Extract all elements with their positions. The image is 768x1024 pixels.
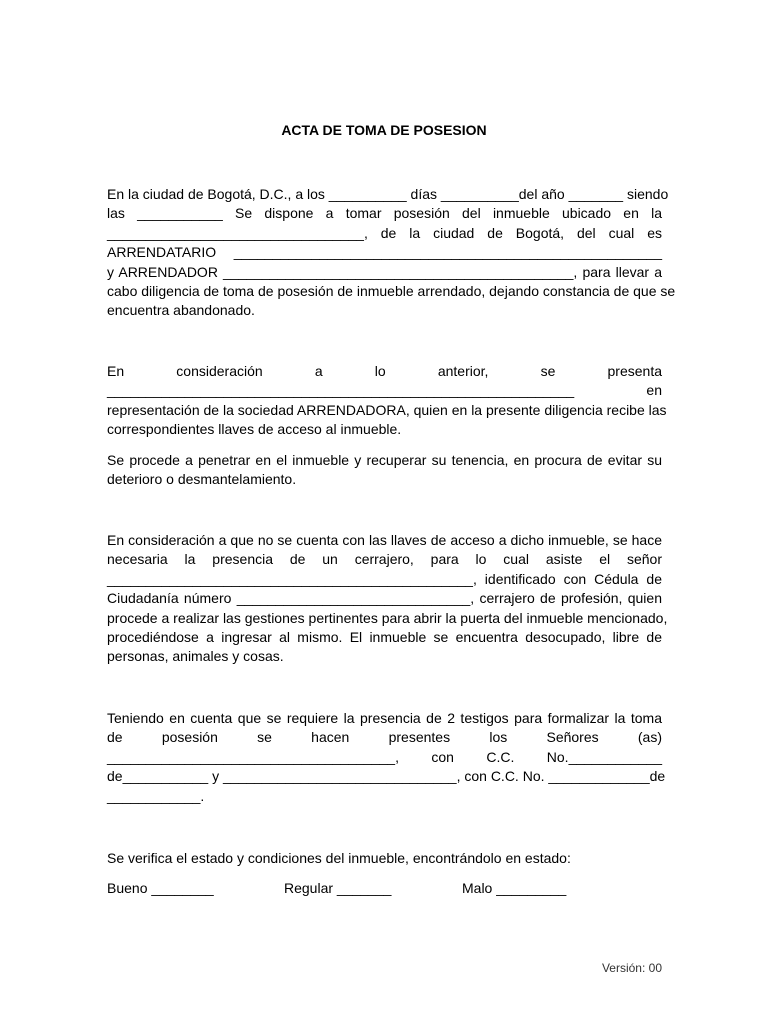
rating-regular: Regular _______	[284, 880, 392, 896]
text-line: procediéndose a ingresar al mismo. El inmueble se encuentra desocupado, libre de	[107, 629, 662, 646]
paragraph-entry	[107, 451, 662, 490]
paragraph-condition: Se verifica el estado y condiciones del inmueble, encontrándolo en estado:	[107, 850, 571, 866]
text-line: ARRENDATARIO _______________________________________________________	[107, 244, 662, 261]
text-line: de___________ y ______________________________, con C.C. No. _____________de	[107, 768, 666, 785]
paragraph-witnesses	[107, 709, 666, 806]
text-line: En la ciudad de Bogotá, D.C., a los __________ días __________del año _______ siendo	[107, 186, 669, 202]
text-line: Ciudadanía número ______________________________, cerrajero de profesión, quien	[107, 590, 662, 607]
text-line: _______________________________________________, identificado con Cédula de	[107, 570, 662, 587]
text-line: _________________________________, de la ciudad de Bogotá, del cual es	[107, 224, 662, 241]
rating-malo: Malo _________	[462, 880, 567, 896]
version-label: Versión: 00	[601, 961, 662, 975]
condition-ratings	[107, 879, 662, 899]
text-line: ____________________________________________________________ en	[107, 382, 662, 399]
text-line: de posesión se hacen presentes los Señores (as)	[107, 729, 662, 746]
paragraph-locksmith	[107, 531, 668, 667]
text-line: En consideración a lo anterior, se presenta	[107, 363, 662, 379]
rating-bueno: Bueno ________	[107, 880, 214, 896]
text-line: procede a realizar las gestiones pertinentes para abrir la puerta del inmueble mencionado,	[107, 609, 668, 626]
text-line: deterioro o desmantelamiento.	[107, 471, 297, 488]
text-line: personas, animales y cosas.	[107, 648, 284, 665]
text-line: correspondientes llaves de acceso al inmueble.	[107, 421, 402, 438]
text-line: ____________.	[107, 787, 205, 804]
text-line: En consideración a que no se cuenta con las llaves de acceso a dicho inmueble, se hace	[107, 532, 662, 548]
text-line: y ARRENDADOR _____________________________________________, para llevar a	[107, 263, 662, 280]
text-line: Se procede a penetrar en el inmueble y recuperar su tenencia, en procura de evitar su	[107, 452, 662, 468]
text-line: representación de la sociedad ARRENDADORA, quien en la presente diligencia recibe las	[107, 401, 667, 418]
paragraph-representative	[107, 362, 667, 440]
text-line: cabo diligencia de toma de posesión de inmueble arrendado, dejando constancia de que se	[107, 283, 676, 300]
text-line: encuentra abandonado.	[107, 302, 255, 319]
text-line: las ___________ Se dispone a tomar posesión del inmueble ubicado en la	[107, 205, 662, 222]
document-title: ACTA DE TOMA DE POSESION	[281, 122, 487, 138]
text-line: _____________________________________, con C.C. No.____________	[107, 748, 662, 765]
text-line: Teniendo en cuenta que se requiere la presencia de 2 testigos para formalizar la toma	[107, 710, 662, 726]
text-line: necesaria la presencia de un cerrajero, para lo cual asiste el señor	[107, 551, 662, 568]
paragraph-intro	[107, 185, 676, 321]
